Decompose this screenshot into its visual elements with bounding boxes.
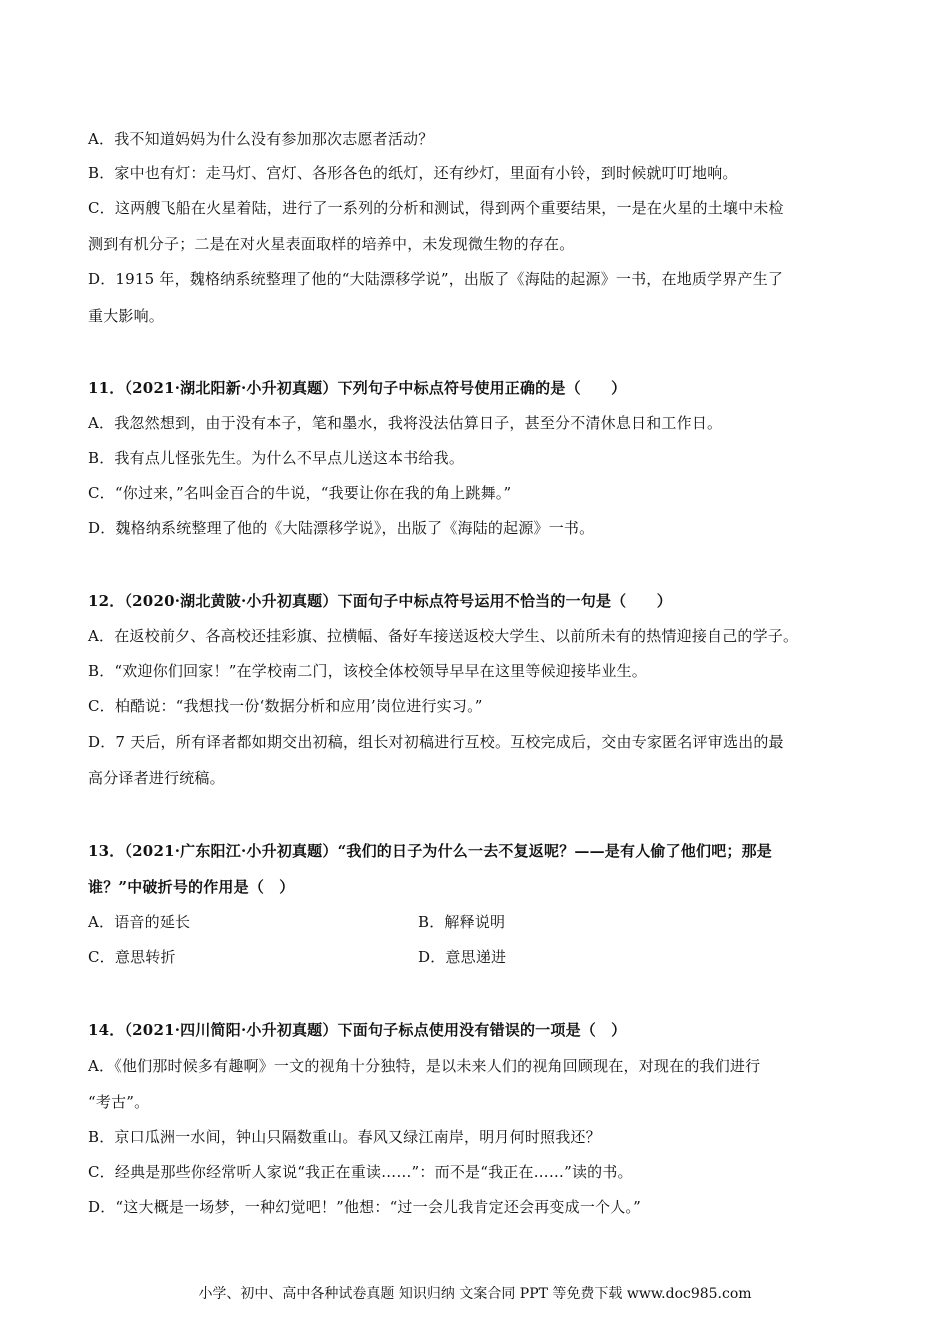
question-13-title-line2: 谁？”中破折号的作用是（ ） — [88, 878, 295, 896]
option-b-prev: B．家中也有灯：走马灯、宫灯、各形各色的纸灯，还有纱灯，里面有小铃，到时候就叮叮地响。 — [88, 164, 738, 182]
question-13-title-line1: 13．（2021·广东阳江·小升初真题）“我们的日子为什么一去不复返呢？——是有人偷了他们吧；那是 — [88, 842, 772, 860]
question-13-option-a: A．语音的延长 — [88, 913, 191, 931]
question-12-option-c: C．柏酷说：“我想找一份‘数据分析和应用’岗位进行实习。” — [88, 697, 483, 715]
question-14-option-a-line2: “考古”。 — [88, 1093, 150, 1111]
question-13-option-d: D．意思递进 — [418, 948, 507, 966]
option-d-prev-line2: 重大影响。 — [88, 307, 165, 325]
question-13-option-b: B．解释说明 — [418, 913, 506, 931]
question-12-option-d-line1: D．7 天后，所有译者都如期交出初稿，组长对初稿进行互校。互校完成后，交由专家匿名评审选出的最 — [88, 733, 784, 751]
question-14-option-d: D．“这大概是一场梦，一种幻觉吧！”他想：“过一会儿我肯定还会再变成一个人。” — [88, 1198, 642, 1216]
question-11-option-d: D．魏格纳系统整理了他的《大陆漂移学说》，出版了《海陆的起源》一书。 — [88, 519, 595, 537]
page-footer: 小学、初中、高中各种试卷真题 知识归纳 文案合同 PPT 等免费下载 www.doc985.com — [198, 1286, 752, 1302]
question-13-option-c: C．意思转折 — [88, 948, 176, 966]
question-11-option-a: A．我忽然想到，由于没有本子，笔和墨水，我将没法估算日子，甚至分不清休息日和工作日。 — [88, 414, 723, 432]
option-c-prev-line2: 测到有机分子；二是在对火星表面取样的培养中，未发现微生物的存在。 — [88, 235, 575, 253]
question-11-option-b: B．我有点儿怪张先生。为什么不早点儿送这本书给我。 — [88, 449, 465, 467]
option-d-prev-line1: D．1915 年，魏格纳系统整理了他的“大陆漂移学说”，出版了《海陆的起源》一书，在地质学界产生了 — [88, 270, 784, 288]
question-12-option-b: B．“欢迎你们回家！”在学校南二门，该校全体校领导早早在这里等候迎接毕业生。 — [88, 662, 647, 680]
question-14-option-c: C．经典是那些你经常听人家说“我正在重读……”：而不是“我正在……”读的书。 — [88, 1163, 633, 1181]
question-12-option-a: A．在返校前夕、各高校还挂彩旗、拉横幅、备好车接送返校大学生、以前所未有的热情迎接自己的学子。 — [88, 627, 799, 645]
option-c-prev-line1: C．这两艘飞船在火星着陆，进行了一系列的分析和测试，得到两个重要结果，一是在火星的土壤中未检 — [88, 199, 784, 217]
question-11-title: 11．（2021·湖北阳新·小升初真题）下列句子中标点符号使用正确的是（ ） — [88, 379, 627, 397]
question-12-title: 12．（2020·湖北黄陂·小升初真题）下面句子中标点符号运用不恰当的一句是（ ） — [88, 592, 672, 610]
question-14-option-b: B．京口瓜洲一水间，钟山只隔数重山。春风又绿江南岸，明月何时照我还？ — [88, 1128, 601, 1146]
question-12-option-d-line2: 高分译者进行统稿。 — [88, 769, 225, 787]
question-14-option-a-line1: A．《他们那时候多有趣啊》一文的视角十分独特，是以未来人们的视角回顾现在，对现在的我们进行 — [88, 1057, 761, 1075]
question-11-option-c: C．“你过来，”名叫金百合的牛说，“我要让你在我的角上跳舞。” — [88, 484, 512, 502]
question-14-title: 14．（2021·四川简阳·小升初真题）下面句子标点使用没有错误的一项是（ ） — [88, 1021, 627, 1039]
option-a-prev: A．我不知道妈妈为什么没有参加那次志愿者活动？ — [88, 130, 434, 148]
